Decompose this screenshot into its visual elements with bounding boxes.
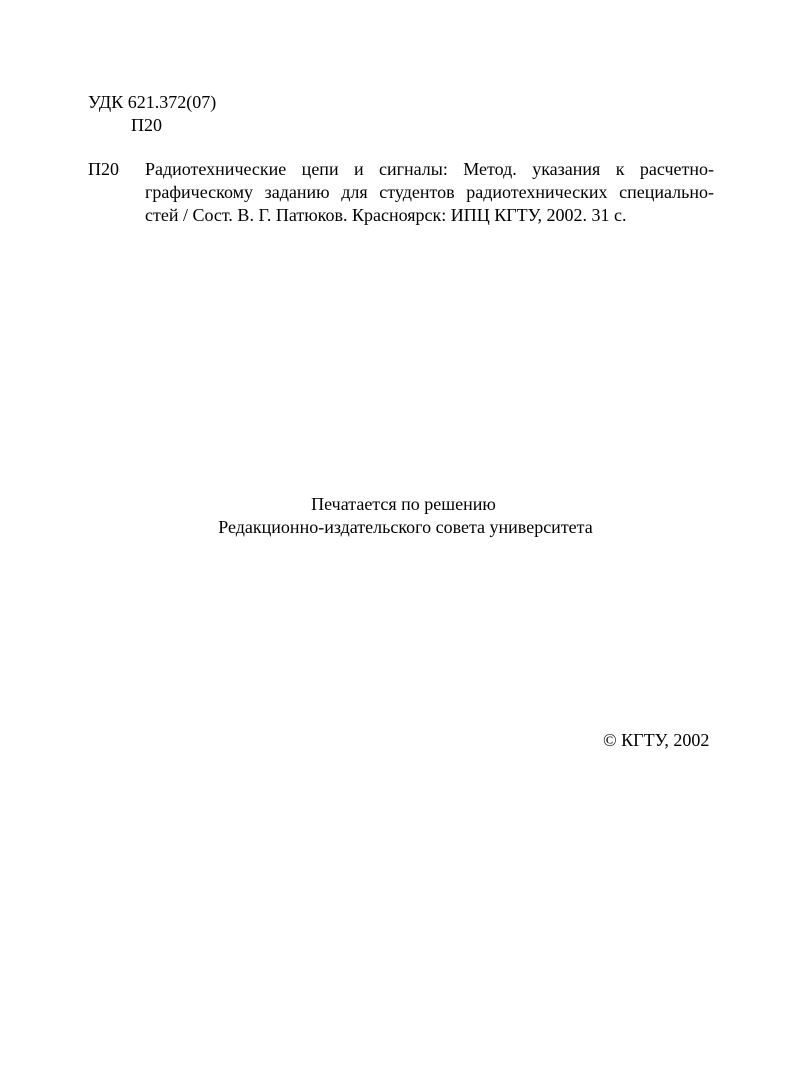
bibliographic-entry-line-1: Радиотехнические цепи и сигналы: Метод. указания к расчетно- bbox=[145, 159, 714, 179]
udc-code: УДК 621.372(07) bbox=[88, 92, 217, 112]
entry-index-code: П20 bbox=[88, 159, 119, 179]
bibliographic-entry-line-3: стей / Сост. В. Г. Патюков. Красноярск: ИПЦ КГТУ, 2002. 31 с. bbox=[145, 205, 627, 225]
bibliographic-entry-line-2: графическому заданию для студентов радиотехнических специально- bbox=[145, 182, 714, 202]
approval-line-2: Редакционно-издательского совета университета bbox=[218, 517, 593, 537]
copyright-notice: © КГТУ, 2002 bbox=[603, 730, 710, 750]
library-index-code: П20 bbox=[131, 115, 162, 135]
approval-line-1: Печатается по решению bbox=[311, 494, 496, 514]
